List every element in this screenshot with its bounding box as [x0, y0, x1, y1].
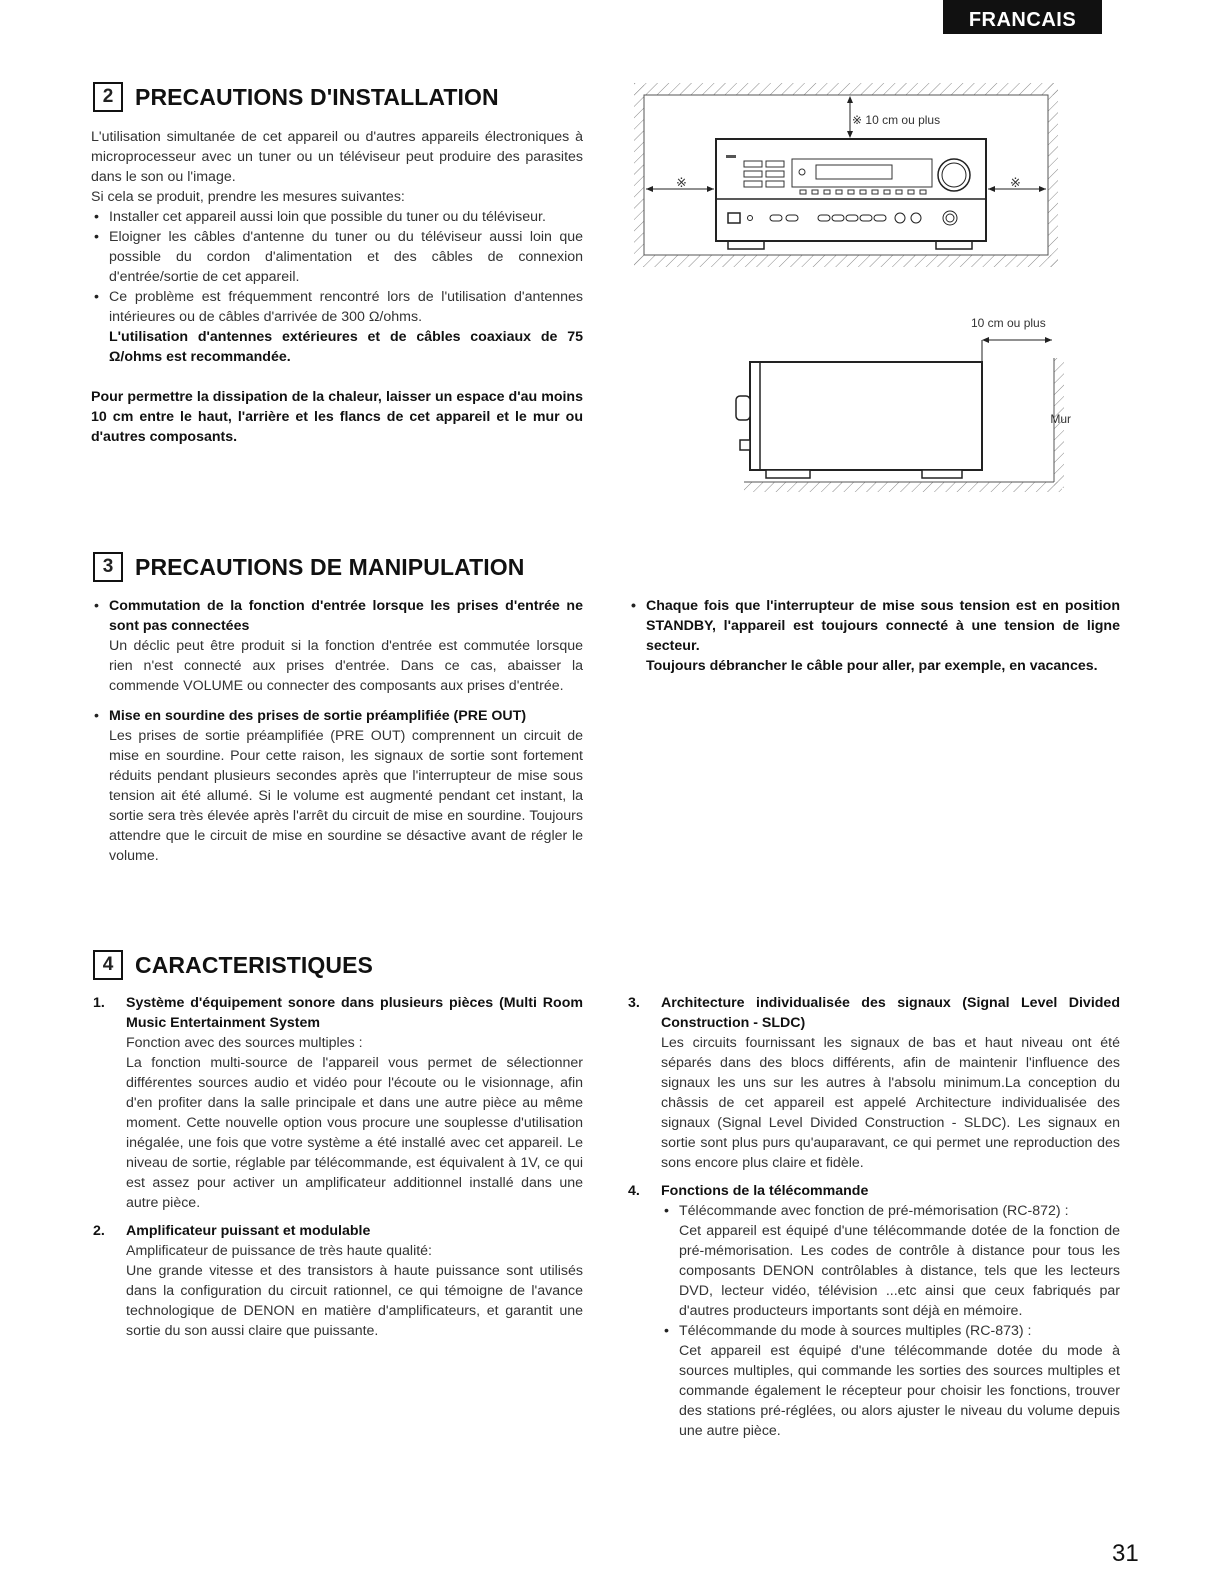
feature-item	[91, 993, 583, 1213]
item-title: Amplificateur puissant et modulable	[126, 1223, 371, 1239]
item-head: Télécommande avec fonction de pré-mémorisation (RC-872) :	[679, 1203, 1069, 1219]
handling-list	[91, 596, 583, 866]
item-text: Un déclic peut être produit si la fonction d'entrée est commutée lorsque rien n'est connecté aux prises d'entrée. Dans ce cas, abaisser la commende VOLUME ou connecter des composants aux prises d'entrée.	[109, 638, 583, 694]
item-text: Amplificateur de puissance de très haute qualité:	[126, 1243, 433, 1259]
section-number: 2	[93, 82, 123, 112]
item-text: La fonction multi-source de l'appareil vous permet de sélectionner différentes sources audio et vidéo pour l'écoute ou le visionnage, afin d'en profiter dans la salle principale et dans une autre pièce au même moment. Cette nouvelle option vous procure une souplesse d'utilisation inégalée, une fois que votre système a été installé avec cet appareil. Le niveau de sortie, réglable par télécommande, est équivalent à 1V, ce qui est assez pour activer un amplificateur additionnel installé dans une autre pièce.	[126, 1055, 583, 1211]
item-number: 4.	[628, 1183, 640, 1199]
item-title: Commutation de la fonction d'entrée lorsque les prises d'entrée ne sont pas connectées	[109, 598, 583, 634]
section-title: CARACTERISTIQUES	[135, 951, 374, 978]
receiver-front-icon	[716, 139, 986, 249]
list-item	[91, 706, 583, 866]
section-number: 3	[93, 552, 123, 582]
language-tab: FRANCAIS	[943, 0, 1102, 34]
item-title: Architecture individualisée des signaux (Signal Level Divided Construction - SLDC)	[661, 995, 1120, 1031]
item-number: 3.	[628, 995, 640, 1011]
remote-list	[661, 1201, 1120, 1441]
list-item	[661, 1321, 1120, 1441]
heat-dissipation-note: Pour permettre la dissipation de la chaleur, laisser un espace d'au moins 10 cm entre le haut, l'arrière et les flancs de cet appareil et le mur ou d'autres composants.	[91, 389, 583, 445]
item-number: 2.	[93, 1223, 105, 1239]
list-item	[91, 287, 583, 367]
wall-label: Mur	[1050, 412, 1071, 426]
item-number: 1.	[93, 995, 105, 1011]
front-top-label: ※ 10 cm ou plus	[852, 113, 941, 127]
item-text: Une grande vitesse et des transistors à haute puissance sont utilisés dans la configuration du circuit rationnel, ce qui témoigne de l'avance technologique de DENON en matière d'amplificateurs, et garantit une sortie du son aussi claire que puissante.	[126, 1263, 583, 1339]
section-title: PRECAUTIONS D'INSTALLATION	[135, 83, 499, 110]
front-clearance-diagram	[620, 75, 1070, 275]
precaution-list	[91, 207, 583, 367]
side-clearance-diagram	[720, 310, 1080, 500]
front-left-mark: ※	[676, 175, 687, 190]
item-head: Télécommande du mode à sources multiples (RC-873) :	[679, 1323, 1032, 1339]
section-3-right-column	[628, 596, 1120, 676]
section-2-body	[91, 127, 583, 447]
list-item: • Eloigner les câbles d'antenne du tuner ou du téléviseur aussi loin que possible du cordon d'alimentation et des câbles de connexion d'entrée/sortie de cet appareil.	[91, 227, 583, 287]
list-item	[91, 596, 583, 696]
section-number: 4	[93, 950, 123, 980]
handling-list-right	[628, 596, 1120, 676]
list-item	[661, 1201, 1120, 1321]
receiver-side-icon	[736, 362, 982, 478]
section-3-heading	[93, 552, 524, 582]
side-top-label: 10 cm ou plus	[971, 316, 1046, 330]
recommendation-text: L'utilisation d'antennes extérieures et de câbles coaxiaux de 75 Ω/ohms est recommandée.	[109, 329, 583, 365]
item-text: Toujours débrancher le câble pour aller, par exemple, en vacances.	[646, 658, 1098, 674]
list-item	[628, 596, 1120, 676]
section-title: PRECAUTIONS DE MANIPULATION	[135, 553, 525, 580]
section-4-heading	[93, 950, 373, 980]
item-title: Chaque fois que l'interrupteur de mise sous tension est en position STANDBY, l'appareil est toujours connecté à une tension de ligne secteur.	[646, 598, 1120, 654]
feature-item	[626, 1181, 1120, 1441]
item-text: Les prises de sortie préamplifiée (PRE OUT) comprennent un circuit de mise en sourdine. Pour cette raison, les signaux de sortie sont fortement réduits pendant plusieurs secondes après que l'interrupteur de mise sous tension ait été allumé. Si le volume est augmenté pendant cet instant, la sortie sera très élevée après l'arrêt du circuit de mise en sourdine. Toujours attendre que le circuit de mise en sourdine se désactive avant de régler le volume.	[109, 728, 583, 864]
list-item: • Installer cet appareil aussi loin que possible du tuner ou du téléviseur.	[91, 207, 583, 227]
section-4-left-column	[91, 993, 583, 1341]
intro-paragraph: L'utilisation simultanée de cet appareil ou d'autres appareils électroniques à microprocesseur avec un tuner ou un téléviseur peut produire des parasites dans le son ou l'image.	[91, 129, 583, 185]
section-2-heading	[93, 82, 499, 112]
item-title: Système d'équipement sonore dans plusieurs pièces (Multi Room Music Entertainment System	[126, 995, 583, 1031]
intro-paragraph-2: Si cela se produit, prendre les mesures suivantes:	[91, 189, 405, 205]
item-text: Cet appareil est équipé d'une télécommande dotée de la fonction de pré-mémorisation. Les codes de contrôle à distance pour tous les composants DENON contrôlables à distance, tels que les lecteurs DVD, lecteur vidéo, télévision ...etc ainsi que ceux fabriqués par d'autres producteurs importants sont déjà en mémoire.	[679, 1223, 1120, 1319]
item-text: Fonction avec des sources multiples :	[126, 1035, 363, 1051]
list-item-text: Ce problème est fréquemment rencontré lors de l'utilisation d'antennes intérieures ou de câbles d'arrivée de 300 Ω/ohms.	[109, 289, 583, 325]
front-right-mark: ※	[1010, 175, 1021, 190]
section-4-right-column	[626, 993, 1120, 1441]
item-text: Les circuits fournissant les signaux de bas et haut niveau ont été séparés dans des blocs différents, afin de maintenir l'influence des signaux les uns sur les autres à l'absolu minimum.La conception du châssis de cet appareil est appelé Architecture individualisée des signaux (Signal Level Divided Construction - SLDC). Les signaux en sortie sont plus purs qu'auparavant, ce qui permet une reproduction des sons encore plus claire et fidèle.	[661, 1035, 1120, 1171]
item-text: Cet appareil est équipé d'une télécommande dotée du mode à sources multiples, qui commande les sorties des sources multiples et commande également le récepteur pour choisir les fonctions, trouver des stations pré-réglées, ou alors ajuster le niveau du volume depuis une autre pièce.	[679, 1343, 1120, 1439]
item-title: Mise en sourdine des prises de sortie préamplifiée (PRE OUT)	[109, 708, 527, 724]
section-3-left-column	[91, 596, 583, 866]
item-title: Fonctions de la télécommande	[661, 1183, 869, 1199]
feature-item	[91, 1221, 583, 1341]
page-number: 31	[1112, 1540, 1139, 1567]
feature-item	[626, 993, 1120, 1173]
